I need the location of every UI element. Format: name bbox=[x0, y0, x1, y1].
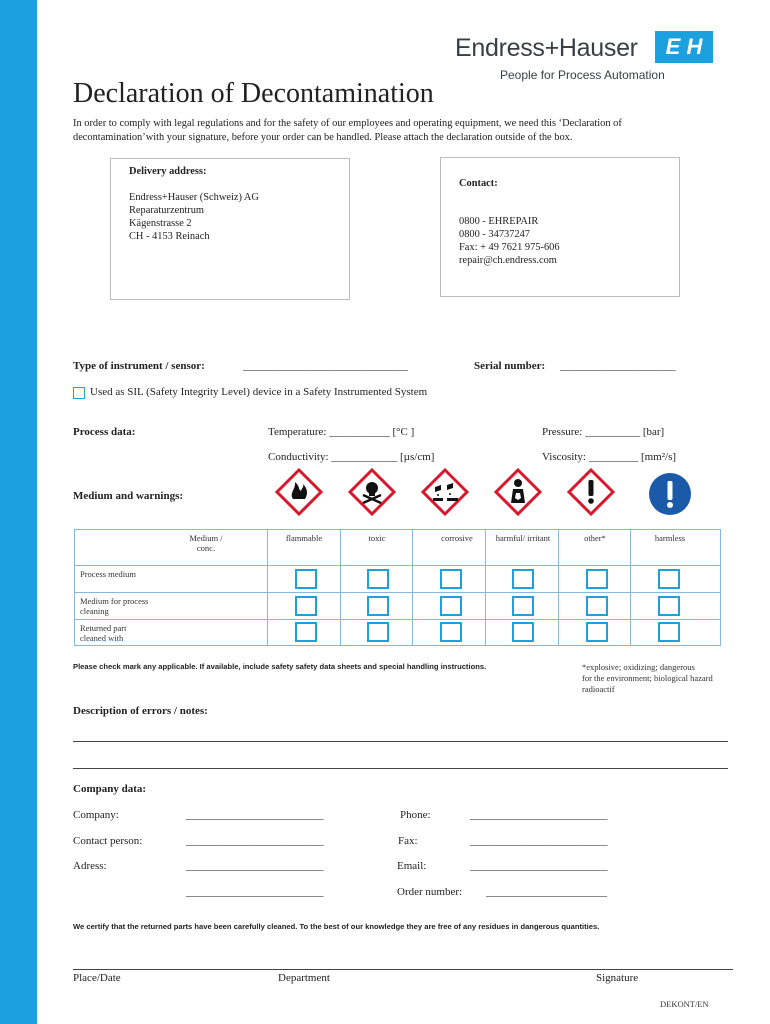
contact-line: Fax: + 49 7621 975-606 bbox=[459, 242, 560, 253]
footnote: *explosive; oxidizing; dangerous bbox=[582, 662, 695, 672]
viscosity-field[interactable]: Viscosity: _________ [mm²/s] bbox=[542, 451, 677, 463]
email-label: Email: bbox=[397, 860, 427, 872]
row-label: Returned part cleaned with bbox=[80, 623, 127, 643]
company-data-label: Company data: bbox=[73, 783, 147, 795]
toxic-process-checkbox[interactable] bbox=[367, 569, 389, 589]
page-title: Declaration of Decontamination bbox=[73, 78, 434, 109]
footnote: radioactif bbox=[582, 684, 615, 694]
email-field[interactable]: _________________________ bbox=[470, 860, 608, 872]
process-data-label: Process data: bbox=[73, 426, 136, 438]
harmless-returned-checkbox[interactable] bbox=[658, 622, 680, 642]
fax-field[interactable]: _________________________ bbox=[470, 835, 608, 847]
harmful-returned-checkbox[interactable] bbox=[512, 622, 534, 642]
other-process-checkbox[interactable] bbox=[586, 569, 608, 589]
fax-label: Fax: bbox=[398, 835, 418, 847]
sil-checkbox[interactable] bbox=[73, 387, 85, 399]
phone-label: Phone: bbox=[400, 809, 431, 821]
address-label: Adress: bbox=[73, 860, 107, 872]
delivery-heading: Delivery address: bbox=[129, 166, 207, 177]
form-code: DEKONT/EN bbox=[660, 999, 709, 1009]
serial-number-label: Serial number: bbox=[474, 360, 546, 372]
department-label: Department bbox=[278, 972, 330, 984]
check-mark-note: Please check mark any applicable. If available, include safety safety data sheets and special handling instructions. bbox=[73, 662, 487, 671]
delivery-address-box bbox=[110, 158, 350, 300]
corrosive-icon bbox=[422, 469, 468, 515]
table-divider bbox=[340, 529, 341, 646]
contact-heading: Contact: bbox=[459, 178, 498, 189]
toxic-returned-checkbox[interactable] bbox=[367, 622, 389, 642]
column-header: corrosive bbox=[441, 533, 473, 543]
info-exclamation-icon bbox=[648, 472, 692, 516]
medium-table bbox=[74, 529, 721, 646]
table-divider bbox=[74, 565, 721, 566]
corrosive-returned-checkbox[interactable] bbox=[440, 622, 462, 642]
column-header: other* bbox=[584, 533, 606, 543]
signature-line[interactable] bbox=[73, 969, 733, 970]
pressure-field[interactable]: Pressure: __________ [bar] bbox=[542, 426, 665, 438]
table-divider bbox=[267, 529, 268, 646]
table-divider bbox=[485, 529, 486, 646]
instrument-type-field[interactable]: ______________________________ bbox=[243, 360, 408, 372]
address-field[interactable]: _________________________ bbox=[186, 860, 324, 872]
delivery-line: Kägenstrasse 2 bbox=[129, 218, 192, 229]
skull-crossbones-icon bbox=[349, 469, 395, 515]
contact-box bbox=[440, 157, 680, 297]
serial-number-field[interactable]: _____________________ bbox=[560, 360, 676, 372]
brand-logo: E H bbox=[655, 31, 713, 63]
flame-icon bbox=[276, 469, 322, 515]
table-divider bbox=[558, 529, 559, 646]
harmful-process-checkbox[interactable] bbox=[512, 569, 534, 589]
order-number-field[interactable]: ______________________ bbox=[486, 886, 607, 898]
phone-field[interactable]: _________________________ bbox=[470, 809, 608, 821]
exclamation-icon bbox=[568, 469, 614, 515]
delivery-line: Endress+Hauser (Schweiz) AG bbox=[129, 192, 259, 203]
blue-sidebar bbox=[0, 0, 37, 1024]
sil-label: Used as SIL (Safety Integrity Level) device in a Safety Instrumented System bbox=[90, 386, 428, 398]
temperature-field[interactable]: Temperature: ___________ [°C ] bbox=[268, 426, 415, 438]
company-label: Company: bbox=[73, 809, 119, 821]
delivery-line: CH - 4153 Reinach bbox=[129, 231, 210, 242]
brand-tagline: People for Process Automation bbox=[500, 68, 665, 82]
contact-person-field[interactable]: _________________________ bbox=[186, 835, 324, 847]
medium-warnings-label: Medium and warnings: bbox=[73, 490, 184, 502]
errors-label: Description of errors / notes: bbox=[73, 705, 208, 717]
harmless-process-checkbox[interactable] bbox=[658, 569, 680, 589]
table-divider bbox=[74, 619, 721, 620]
delivery-line: Reparaturzentrum bbox=[129, 205, 205, 216]
table-divider bbox=[630, 529, 631, 646]
toxic-cleaning-checkbox[interactable] bbox=[367, 596, 389, 616]
certify-statement: We certify that the returned parts have been carefully cleaned. To the best of our knowledge they are free of any residues in dangerous quantities. bbox=[73, 922, 600, 931]
table-divider bbox=[74, 592, 721, 593]
harmless-cleaning-checkbox[interactable] bbox=[658, 596, 680, 616]
contact-email: repair@ch.endress.com bbox=[459, 255, 557, 266]
flammable-returned-checkbox[interactable] bbox=[295, 622, 317, 642]
other-returned-checkbox[interactable] bbox=[586, 622, 608, 642]
address-field-2[interactable]: _________________________ bbox=[186, 886, 324, 898]
health-hazard-icon bbox=[495, 469, 541, 515]
column-header: flammable bbox=[285, 533, 323, 543]
row-label: Process medium bbox=[80, 569, 136, 579]
column-header: toxic bbox=[368, 533, 386, 543]
conductivity-field[interactable]: Conductivity: ____________ [µs/cm] bbox=[268, 451, 435, 463]
column-header: harmful/ irritant bbox=[495, 533, 551, 543]
corrosive-cleaning-checkbox[interactable] bbox=[440, 596, 462, 616]
harmful-cleaning-checkbox[interactable] bbox=[512, 596, 534, 616]
order-number-label: Order number: bbox=[397, 886, 463, 898]
contact-person-label: Contact person: bbox=[73, 835, 143, 847]
column-header: Medium / conc. bbox=[189, 533, 223, 553]
contact-line: 0800 - 34737247 bbox=[459, 229, 530, 240]
notes-line[interactable] bbox=[73, 767, 728, 769]
table-divider bbox=[412, 529, 413, 646]
intro-text: In order to comply with legal regulations and for the safety of our employees and operating equipment, we need this ‘Declaration of decontamination’with your signature, before your order can be handled. Please attach the declaration outside of the box. bbox=[73, 118, 622, 143]
flammable-process-checkbox[interactable] bbox=[295, 569, 317, 589]
notes-line[interactable] bbox=[73, 740, 728, 742]
place-date-label: Place/Date bbox=[73, 972, 121, 984]
company-field[interactable]: _________________________ bbox=[186, 809, 324, 821]
contact-line: 0800 - EHREPAIR bbox=[459, 216, 539, 227]
instrument-type-label: Type of instrument / sensor: bbox=[73, 360, 205, 372]
other-cleaning-checkbox[interactable] bbox=[586, 596, 608, 616]
corrosive-process-checkbox[interactable] bbox=[440, 569, 462, 589]
footnote: for the environment; biological hazard bbox=[582, 673, 713, 683]
brand-name: Endress+Hauser bbox=[455, 34, 638, 62]
signature-label: Signature bbox=[596, 972, 639, 984]
flammable-cleaning-checkbox[interactable] bbox=[295, 596, 317, 616]
column-header: harmless bbox=[654, 533, 686, 543]
row-label: Medium for process cleaning bbox=[80, 596, 149, 616]
